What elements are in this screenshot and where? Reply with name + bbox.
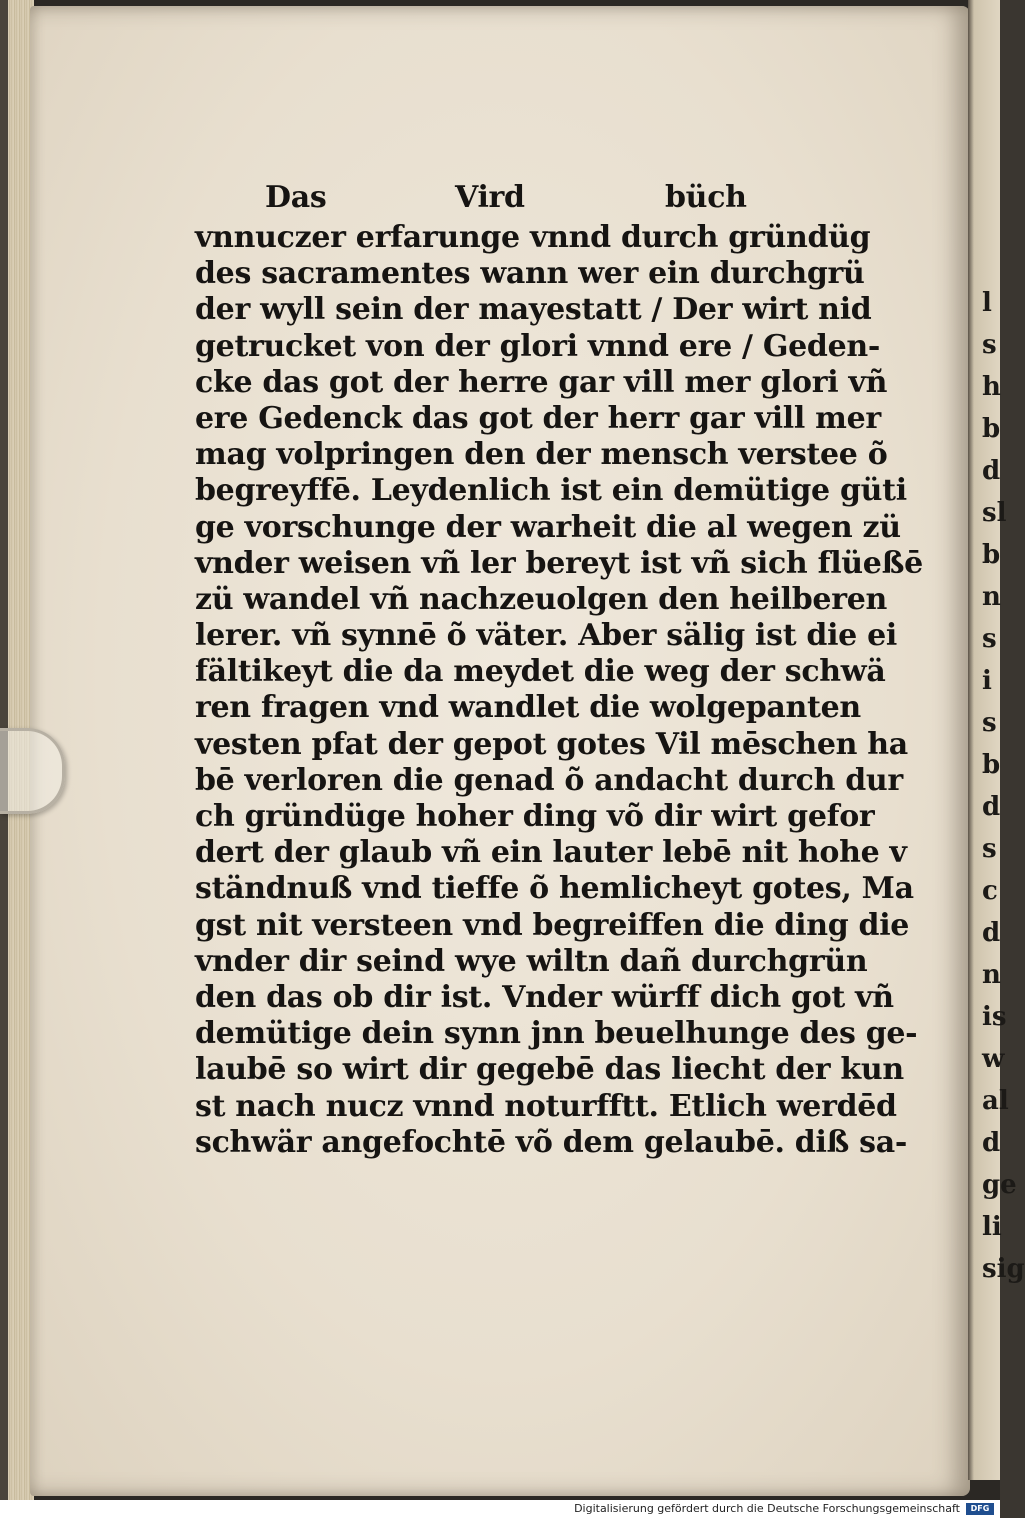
footer-bar (0, 1500, 1000, 1518)
text-line: vnder weisen vñ ler bereyt ist vñ sich flüeßē (195, 545, 923, 581)
text-line: den das ob dir ist. Vnder würff dich got vñ (195, 979, 894, 1015)
text-line: mag volpringen den der mensch verstee õ (195, 437, 888, 473)
footer-credit: Digitalisierung gefördert durch die Deutsche Forschungsgemeinschaft (574, 1502, 960, 1515)
facing-text-fragment: n (982, 582, 1001, 612)
facing-text-fragment: b (982, 540, 1001, 570)
facing-text-fragment: b (982, 750, 1001, 780)
text-lines (195, 220, 923, 1161)
text-line: bē verloren die genad õ andacht durch dur (195, 762, 903, 798)
text-line: vnnuczer erfarunge vnnd durch gründüg (195, 220, 871, 255)
facing-text-fragment: s (982, 624, 997, 654)
facing-text-fragment: b (982, 414, 1001, 444)
facing-text-fragment: s (982, 834, 997, 864)
facing-text-fragment (982, 240, 1000, 282)
facing-text-fragment: c (982, 876, 998, 906)
text-line: zü wandel vñ nachzeuolgen den heilberen (195, 581, 888, 617)
text-line: laubē so wirt dir gegebē das liecht der kun (195, 1052, 904, 1088)
text-line: schwär angefochtē võ dem gelaubē. diß sa- (195, 1124, 908, 1160)
facing-text-fragment: w (982, 1044, 1005, 1074)
facing-text-fragment: ge (982, 1170, 1017, 1200)
facing-text-fragment: d (982, 792, 1001, 822)
text-line: ren fragen vnd wandlet die wolgepanten (195, 690, 861, 726)
text-line: der wyll sein der mayestatt / Der wirt nid (195, 292, 872, 328)
facing-text-fragment: d (982, 456, 1001, 486)
facing-text-fragment: l (982, 288, 992, 318)
text-line: ge vorschunge der warheit die al wegen zü (195, 509, 901, 545)
text-line: getrucket von der glori vnnd ere / Geden- (195, 328, 881, 364)
facing-text-fragment: is (982, 1002, 1007, 1032)
text-line: vnder dir seind wye wiltn dañ durchgrün (195, 943, 868, 979)
heading-word: Das (265, 180, 327, 215)
text-line: ch gründüge hoher ding võ dir wirt gefor (195, 799, 875, 834)
facing-text-fragment: d (982, 918, 1001, 948)
facing-text-fragment: n (982, 960, 1001, 990)
text-line: ständnuß vnd tieffe õ hemlicheyt gotes, Ma (195, 871, 914, 907)
text-line: cke das got der herre gar vill mer glori vñ (195, 364, 888, 400)
text-line: lerer. vñ synnē õ väter. Aber sälig ist die ei (195, 618, 897, 654)
facing-text-fragment: sig (982, 1254, 1025, 1284)
facing-text-fragment: li (982, 1212, 1002, 1242)
text-line: begreyffē. Leydenlich ist ein demütige güti (195, 473, 907, 509)
text-line: demütige dein synn jnn beuelhunge des ge- (195, 1016, 918, 1052)
text-line: fältikeyt die da meydet die weg der schwä (195, 654, 886, 690)
text-line: gst nit versteen vnd begreiffen die ding die (195, 907, 910, 943)
facing-text-fragment: h (982, 372, 1001, 402)
text-line: ere Gedenck das got der herr gar vill mer (195, 400, 881, 436)
page-clip (0, 728, 65, 814)
facing-text-fragment: s (982, 708, 997, 738)
facing-text-fragment: i (982, 666, 992, 696)
text-line: dert der glaub vñ ein lauter lebē nit hohe v (195, 835, 907, 871)
heading-word: Vird (455, 180, 525, 215)
facing-text-fragment: sl (982, 498, 1007, 528)
main-text (195, 180, 923, 1161)
facing-text-fragment: al (982, 1086, 1009, 1116)
heading-word: büch (665, 180, 747, 215)
facing-page-text (982, 240, 1025, 1290)
dfg-logo: DFG (966, 1503, 994, 1515)
text-line: vesten pfat der gepot gotes Vil mēschen ha (195, 726, 908, 762)
text-line: des sacramentes wann wer ein durchgrü (195, 256, 865, 292)
facing-text-fragment: s (982, 330, 997, 360)
chapter-heading (195, 180, 885, 220)
text-line: st nach nucz vnnd noturfftt. Etlich werdēd (195, 1088, 897, 1124)
facing-text-fragment: d (982, 1128, 1001, 1158)
